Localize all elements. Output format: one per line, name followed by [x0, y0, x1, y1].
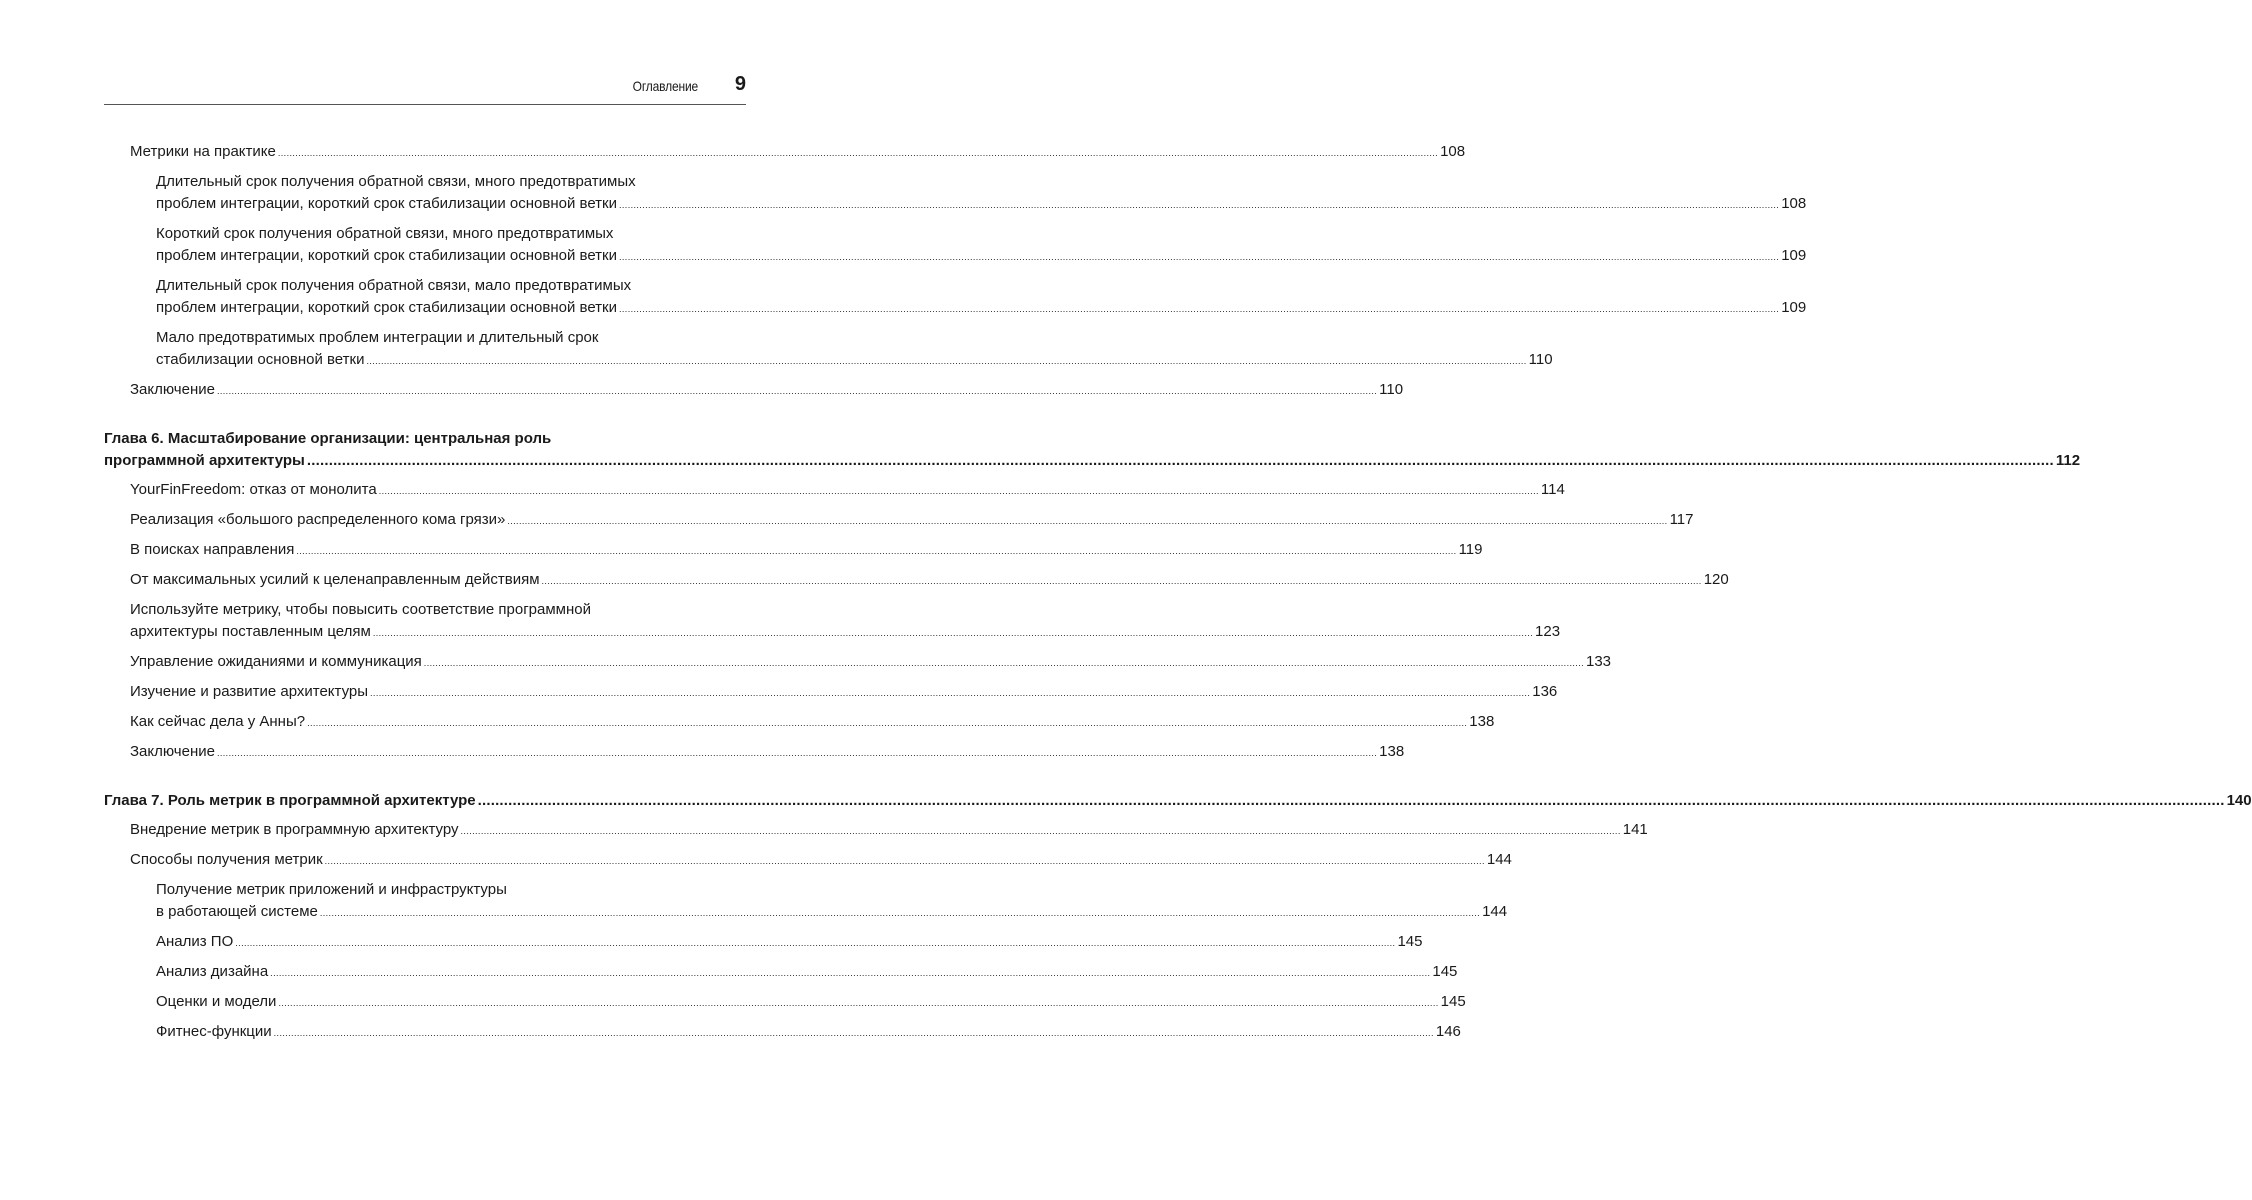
toc-entry-title-line: Длительный срок получения обратной связи, мало предотвратимых	[156, 277, 632, 294]
toc-entry-title-line: Глава 7. Роль метрик в программной архитектуре	[104, 792, 476, 809]
dot-leader: ................................................................................................................................................................................................................................................................................................................................................................................................................	[319, 908, 1481, 918]
toc-entry[interactable]	[104, 1021, 1461, 1044]
toc-page-number: 133	[1586, 653, 1612, 670]
header-title: Оглавление	[632, 78, 698, 94]
toc-entry[interactable]	[104, 539, 1483, 562]
toc-entry[interactable]	[104, 223, 1807, 268]
dot-leader: ................................................................................................................................................................................................................................................................................................................................................................................................................	[216, 748, 1378, 758]
dot-leader: ................................................................................................................................................................................................................................................................................................................................................................................................................	[277, 148, 1439, 158]
toc-entry-title-line: Анализ дизайна	[156, 963, 269, 980]
dot-leader: ................................................................................................................................................................................................................................................................................................................................................................................................................	[541, 576, 1702, 586]
toc-page-number: 140	[2226, 792, 2252, 809]
toc-entry[interactable]	[104, 275, 1807, 320]
toc-page-number: 136	[1532, 683, 1558, 700]
toc-page-number: 120	[1703, 571, 1729, 588]
toc-page-number: 146	[1435, 1023, 1461, 1040]
dot-leader: ................................................................................................................................................................................................................................................................................................................................................................................................................	[324, 856, 1485, 866]
toc-entry-title-line: архитектуры поставленным целям	[130, 623, 371, 640]
toc-entry-title-line: Анализ ПО	[156, 933, 234, 950]
toc-entry-title-line: Глава 6. Масштабирование организации: центральная роль	[104, 430, 552, 447]
toc-entry-title-line: Реализация «большого распределенного кома грязи»	[130, 511, 506, 528]
page-number: 9	[734, 73, 746, 95]
toc-entry[interactable]	[104, 741, 1405, 764]
toc-entry-title-line: Метрики на практике	[130, 143, 276, 160]
dot-leader: ................................................................................................................................................................................................................................................................................................................................................................................................................	[460, 826, 1621, 836]
toc-page-number: 112	[2055, 452, 2081, 469]
toc-page-number: 110	[1528, 351, 1553, 368]
toc-entry[interactable]	[104, 479, 1565, 502]
toc-entry[interactable]	[104, 171, 1807, 216]
toc-entry[interactable]	[104, 599, 1561, 644]
toc-entry[interactable]	[104, 991, 1466, 1014]
toc-entry[interactable]	[104, 819, 1648, 842]
toc-entry[interactable]	[104, 681, 1558, 704]
dot-leader: ................................................................................................................................................................................................................................................................................................................................................................................................................	[619, 252, 1780, 262]
dot-leader: ................................................................................................................................................................................................................................................................................................................................................................................................................	[307, 718, 1468, 728]
toc-page-number: 144	[1482, 903, 1508, 920]
toc-entry[interactable]	[104, 961, 1458, 984]
toc-page-number: 117	[1669, 511, 1694, 528]
dot-leader: ................................................................................................................................................................................................................................................................................................................................................................................................................	[619, 200, 1780, 210]
toc-entry[interactable]	[104, 651, 1612, 674]
toc-entry[interactable]	[104, 849, 1512, 872]
toc-page-number: 145	[1432, 963, 1458, 980]
toc-page-number: 144	[1486, 851, 1512, 868]
toc-chapter-entry[interactable]	[104, 428, 2081, 472]
dot-leader: ................................................................................................................................................................................................................................................................................................................................................................................................................	[477, 792, 2225, 809]
toc-entry-title-line: Внедрение метрик в программную архитектуру	[130, 821, 459, 838]
table-of-contents	[104, 141, 2252, 1051]
dot-leader: ................................................................................................................................................................................................................................................................................................................................................................................................................	[306, 452, 2054, 469]
toc-page-number: 138	[1469, 713, 1495, 730]
toc-page-number: 138	[1379, 743, 1405, 760]
running-header	[104, 74, 746, 105]
toc-entry-title-line: Используйте метрику, чтобы повысить соответствие программной	[130, 601, 592, 618]
dot-leader: ................................................................................................................................................................................................................................................................................................................................................................................................................	[273, 1028, 1434, 1038]
toc-entry-title-line: Короткий срок получения обратной связи, много предотвратимых	[156, 225, 614, 242]
toc-entry-title-line: проблем интеграции, короткий срок стабилизации основной ветки	[156, 195, 617, 212]
toc-page-number: 145	[1397, 933, 1423, 950]
toc-entry-title-line: Заключение	[130, 381, 215, 398]
toc-entry[interactable]	[104, 879, 1508, 924]
toc-entry-title-line: Мало предотвратимых проблем интеграции и длительный срок	[156, 329, 599, 346]
toc-entry[interactable]	[104, 569, 1729, 592]
dot-leader: ................................................................................................................................................................................................................................................................................................................................................................................................................	[235, 938, 1396, 948]
toc-entry-title-line: Получение метрик приложений и инфраструктуры	[156, 881, 507, 898]
toc-entry[interactable]	[104, 931, 1423, 954]
toc-page-number: 114	[1540, 481, 1565, 498]
toc-entry-title-line: YourFinFreedom: отказ от монолита	[130, 481, 377, 498]
toc-entry-title-line: проблем интеграции, короткий срок стабилизации основной ветки	[156, 247, 617, 264]
toc-entry-title-line: в работающей системе	[156, 903, 318, 920]
dot-leader: ................................................................................................................................................................................................................................................................................................................................................................................................................	[378, 486, 1539, 496]
toc-entry-title-line: Управление ожиданиями и коммуникация	[130, 653, 422, 670]
toc-entry-title-line: Способы получения метрик	[130, 851, 323, 868]
toc-entry-title-line: Оценки и модели	[156, 993, 277, 1010]
toc-entry[interactable]	[104, 711, 1495, 734]
toc-page-number: 119	[1458, 541, 1483, 558]
toc-page-number: 123	[1535, 623, 1561, 640]
toc-page-number: 110	[1379, 381, 1404, 398]
toc-entry[interactable]	[104, 379, 1404, 402]
toc-entry-title-line: стабилизации основной ветки	[156, 351, 365, 368]
dot-leader: ................................................................................................................................................................................................................................................................................................................................................................................................................	[296, 546, 1457, 556]
toc-entry[interactable]	[104, 141, 1466, 164]
toc-entry[interactable]	[104, 327, 1553, 372]
dot-leader: ................................................................................................................................................................................................................................................................................................................................................................................................................	[423, 658, 1584, 668]
dot-leader: ................................................................................................................................................................................................................................................................................................................................................................................................................	[366, 356, 1527, 366]
toc-entry-title-line: Фитнес-функции	[156, 1023, 272, 1040]
toc-chapter-entry[interactable]	[104, 790, 2252, 812]
toc-entry-title-line: проблем интеграции, короткий срок стабилизации основной ветки	[156, 299, 617, 316]
toc-entry[interactable]	[104, 509, 1694, 532]
toc-entry-title-line: Длительный срок получения обратной связи, много предотвратимых	[156, 173, 636, 190]
toc-entry-title-line: В поисках направления	[130, 541, 295, 558]
dot-leader: ................................................................................................................................................................................................................................................................................................................................................................................................................	[619, 304, 1780, 314]
dot-leader: ................................................................................................................................................................................................................................................................................................................................................................................................................	[278, 998, 1439, 1008]
toc-page-number: 108	[1440, 143, 1466, 160]
dot-leader: ................................................................................................................................................................................................................................................................................................................................................................................................................	[216, 386, 1378, 396]
toc-entry-title-line: программной архитектуры	[104, 452, 305, 469]
dot-leader: ................................................................................................................................................................................................................................................................................................................................................................................................................	[370, 688, 1531, 698]
toc-entry-title-line: От максимальных усилий к целенаправленным действиям	[130, 571, 540, 588]
dot-leader: ................................................................................................................................................................................................................................................................................................................................................................................................................	[507, 516, 1668, 526]
toc-page-number: 109	[1781, 299, 1807, 316]
toc-entry-title-line: Как сейчас дела у Анны?	[130, 713, 306, 730]
toc-page-number: 109	[1781, 247, 1807, 264]
toc-page-number: 108	[1781, 195, 1807, 212]
toc-page-number: 145	[1440, 993, 1466, 1010]
toc-entry-title-line: Заключение	[130, 743, 215, 760]
toc-entry-title-line: Изучение и развитие архитектуры	[130, 683, 369, 700]
dot-leader: ................................................................................................................................................................................................................................................................................................................................................................................................................	[372, 628, 1534, 638]
dot-leader: ................................................................................................................................................................................................................................................................................................................................................................................................................	[270, 968, 1431, 978]
toc-page-number: 141	[1622, 821, 1648, 838]
